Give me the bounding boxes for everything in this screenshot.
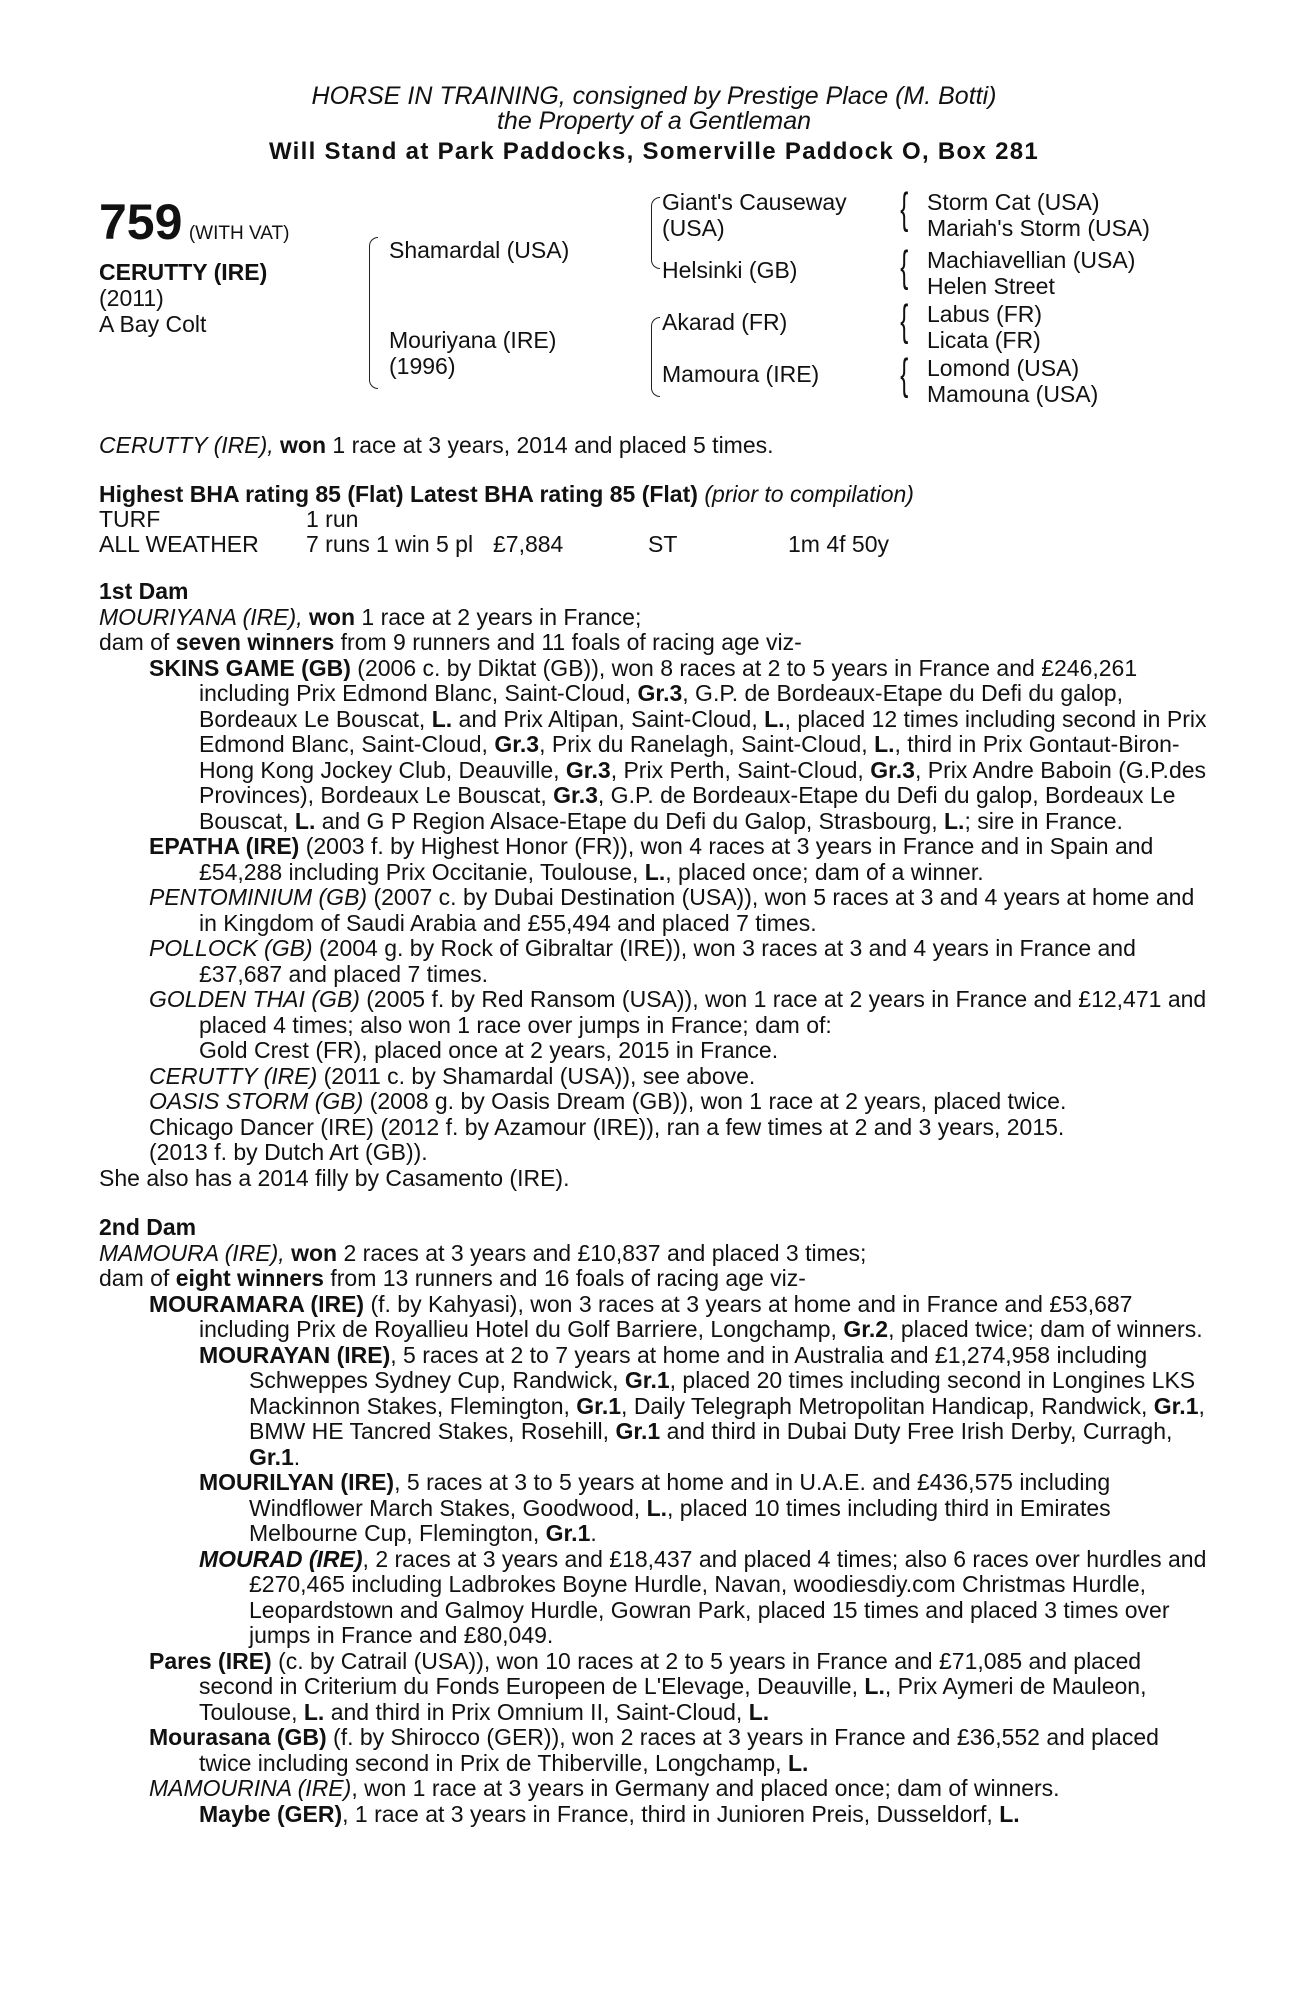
sire-sire-country: (USA) <box>662 215 725 241</box>
dam-year: (1996) <box>389 353 456 379</box>
section-heading: 2nd Dam <box>99 1214 197 1240</box>
produce-sub-entry: Gold Crest (FR), placed once at 2 years, 2015 in France. <box>199 1037 779 1063</box>
dam-intro: MAMOURA (IRE), won 2 races at 3 years and £10,837 and placed 3 times; <box>99 1239 867 1266</box>
race-summary: CERUTTY (IRE), won 1 race at 3 years, 2014 and placed 5 times. <box>99 432 774 458</box>
produce-entry: GOLDEN THAI (GB) (2005 f. by Red Ransom (USA)), won 1 race at 2 years in France and £12,471 and placed 4 times; also won 1 race over jumps in France; dam of: <box>149 986 1207 1038</box>
table-row: TURF 1 run <box>99 506 359 532</box>
consignor-line: HORSE IN TRAINING, consigned by Prestige Place (M. Botti) <box>311 82 997 110</box>
dam: Mouriyana (IRE) <box>389 327 557 353</box>
gg-8: Mamouna (USA) <box>927 381 1099 407</box>
sire-line-brace <box>651 197 660 269</box>
foaling-year: (2011) <box>99 285 164 311</box>
produce-entry: Chicago Dancer (IRE) (2012 f. by Azamour (IRE)), ran a few times at 2 and 3 years, 2015. <box>149 1113 1065 1140</box>
dam-intro: MOURIYANA (IRE), won 1 race at 2 years in France; <box>99 603 642 630</box>
dam-dam: Mamoura (IRE) <box>662 361 820 387</box>
dam-produce-summary: dam of eight winners from 13 runners and 16 foals of racing age viz- <box>99 1265 806 1291</box>
brace-curly-3: { <box>900 296 909 345</box>
brace-curly-2: { <box>900 242 909 291</box>
produce-entry: (2013 f. by Dutch Art (GB)). <box>149 1139 428 1165</box>
table-row: ALL WEATHER 7 runs 1 win 5 pl £7,884 ST 1m 4f 50y <box>99 531 889 557</box>
gg-5: Labus (FR) <box>927 301 1043 327</box>
gg-1: Storm Cat (USA) <box>927 189 1100 215</box>
gg-7: Lomond (USA) <box>927 355 1080 381</box>
dam-produce-summary: dam of seven winners from 9 runners and 11 foals of racing age viz- <box>99 629 802 655</box>
dam-sire: Akarad (FR) <box>662 309 788 335</box>
sire-dam: Helsinki (GB) <box>662 257 798 283</box>
produce-sub-entry: MOURAD (IRE), 2 races at 3 years and £18,437 and placed 4 times; also 6 races over hurdles and £270,465 including Ladbrokes Boyne Hurdle, Navan, woodiesdiy.com Christmas Hurdle, Leopardstown and Galmoy Hurdle, Gowran Park, placed 15 times and placed 3 times over jumps in France and £80,049. <box>199 1545 1207 1648</box>
produce-entry: SKINS GAME (GB) (2006 c. by Diktat (GB)), won 8 races at 2 to 5 years in France and £246,261 including Prix Edmond Blanc, Saint-Cloud, Gr.3, G.P. de Bordeaux-Etape du Defi du galop, Bordeaux Le Bouscat, L. and Prix Altipan, Saint-Cloud, L., placed 12 times including second in Prix Edmond Blanc, Saint-Cloud, Gr.3, Prix du Ranelagh, Saint-Cloud, L., third in Prix Gontaut-Biron-Hong Kong Jockey Club, Deauville, Gr.3, Prix Perth, Saint-Cloud, Gr.3, Prix Andre Baboin (G.P.des Provinces), Bordeaux Le Bouscat, Gr.3, G.P. de Bordeaux-Etape du Defi du galop, Bordeaux Le Bouscat, L. and G P Region Alsace-Etape du Defi du Galop, Strasbourg, L.; sire in France. <box>149 654 1207 834</box>
gg-2: Mariah's Storm (USA) <box>927 215 1150 241</box>
produce-entry: PENTOMINIUM (GB) (2007 c. by Dubai Destination (USA)), won 5 races at 3 and 4 years at home and in Kingdom of Saudi Arabia and £55,494 and placed 7 times. <box>149 884 1195 936</box>
gg-4: Helen Street <box>927 273 1055 299</box>
produce-entry: MOURAMARA (IRE) (f. by Kahyasi), won 3 races at 3 years at home and in France and £53,687 including Prix de Royallieu Hotel du Golf Barriere, Longchamp, Gr.2, placed twice; dam of winners. <box>149 1290 1203 1342</box>
rating-section <box>99 482 1209 558</box>
produce-note: She also has a 2014 filly by Casamento (IRE). <box>99 1164 570 1191</box>
brace-curly-1: { <box>900 184 909 233</box>
race-record-table <box>99 507 889 557</box>
produce-entry: POLLOCK (GB) (2004 g. by Rock of Gibraltar (IRE)), won 3 races at 3 and 4 years in France and £37,687 and placed 7 times. <box>149 935 1136 987</box>
produce-sub-entry: Maybe (GER), 1 race at 3 years in France, third in Junioren Preis, Dusseldorf, L. <box>199 1800 1020 1827</box>
produce-entry: MAMOURINA (IRE), won 1 race at 3 years in Germany and placed once; dam of winners. <box>149 1775 1060 1801</box>
gg-3: Machiavellian (USA) <box>927 247 1136 273</box>
horse-name: CERUTTY (IRE) <box>99 259 268 285</box>
second-dam-section <box>99 1215 1209 1827</box>
section-heading: 1st Dam <box>99 578 189 604</box>
bha-rating-line: Highest BHA rating 85 (Flat) Latest BHA rating 85 (Flat) (prior to compilation) <box>99 480 914 507</box>
produce-entry: CERUTTY (IRE) (2011 c. by Shamardal (USA)), see above. <box>149 1062 756 1089</box>
parents-brace <box>369 237 378 389</box>
brace-curly-4: { <box>900 350 909 399</box>
sire: Shamardal (USA) <box>389 237 570 263</box>
first-dam-section <box>99 579 1209 1191</box>
sire-sire: Giant's Causeway <box>662 189 847 215</box>
produce-entry: Pares (IRE) (c. by Catrail (USA)), won 10 races at 2 to 5 years in France and £71,085 and placed second in Criterium du Fonds Europeen de L'Elevage, Deauville, L., Prix Aymeri de Mauleon, Toulouse, L. and third in Prix Omnium II, Saint-Cloud, L. <box>149 1647 1147 1725</box>
catalogue-page <box>99 84 1209 1827</box>
lot-number: 759 <box>99 194 183 250</box>
vat-note: (WITH VAT) <box>188 223 290 244</box>
stand-location: Will Stand at Park Paddocks, Somerville Paddock O, Box 281 <box>268 138 1040 165</box>
gg-6: Licata (FR) <box>927 327 1041 353</box>
lot-header <box>99 84 1209 167</box>
produce-entry: EPATHA (IRE) (2003 f. by Highest Honor (FR)), won 4 races at 3 years in France and in Spain and £54,288 including Prix Occitanie, Toulouse, L., placed once; dam of a winner. <box>149 833 1154 885</box>
produce-sub-entry: MOURILYAN (IRE), 5 races at 3 to 5 years at home and in U.A.E. and £436,575 including Windflower March Stakes, Goodwood, L., placed 10 times including third in Emirates Melbourne Cup, Flemington, Gr.1. <box>199 1469 1111 1546</box>
dam-line-brace <box>651 317 660 397</box>
property-line: the Property of a Gentleman <box>496 107 812 135</box>
pedigree-block <box>99 184 1209 429</box>
produce-entry: Mourasana (GB) (f. by Shirocco (GER)), won 2 races at 3 years in France and £36,552 and placed twice including second in Prix de Thiberville, Longchamp, L. <box>149 1724 1159 1776</box>
produce-sub-entry: MOURAYAN (IRE), 5 races at 2 to 7 years at home and in Australia and £1,274,958 including Schweppes Sydney Cup, Randwick, Gr.1, placed 20 times including second in Longines LKS Mackinnon Stakes, Flemington, Gr.1, Daily Telegraph Metropolitan Handicap, Randwick, Gr.1, BMW HE Tancred Stakes, Rosehill, Gr.1 and third in Dubai Duty Free Irish Derby, Curragh, Gr.1. <box>199 1341 1205 1470</box>
horse-description: A Bay Colt <box>99 311 207 337</box>
lot-number-line <box>99 194 290 250</box>
produce-entry: OASIS STORM (GB) (2008 g. by Oasis Dream (GB)), won 1 race at 2 years, placed twice. <box>149 1088 1067 1114</box>
